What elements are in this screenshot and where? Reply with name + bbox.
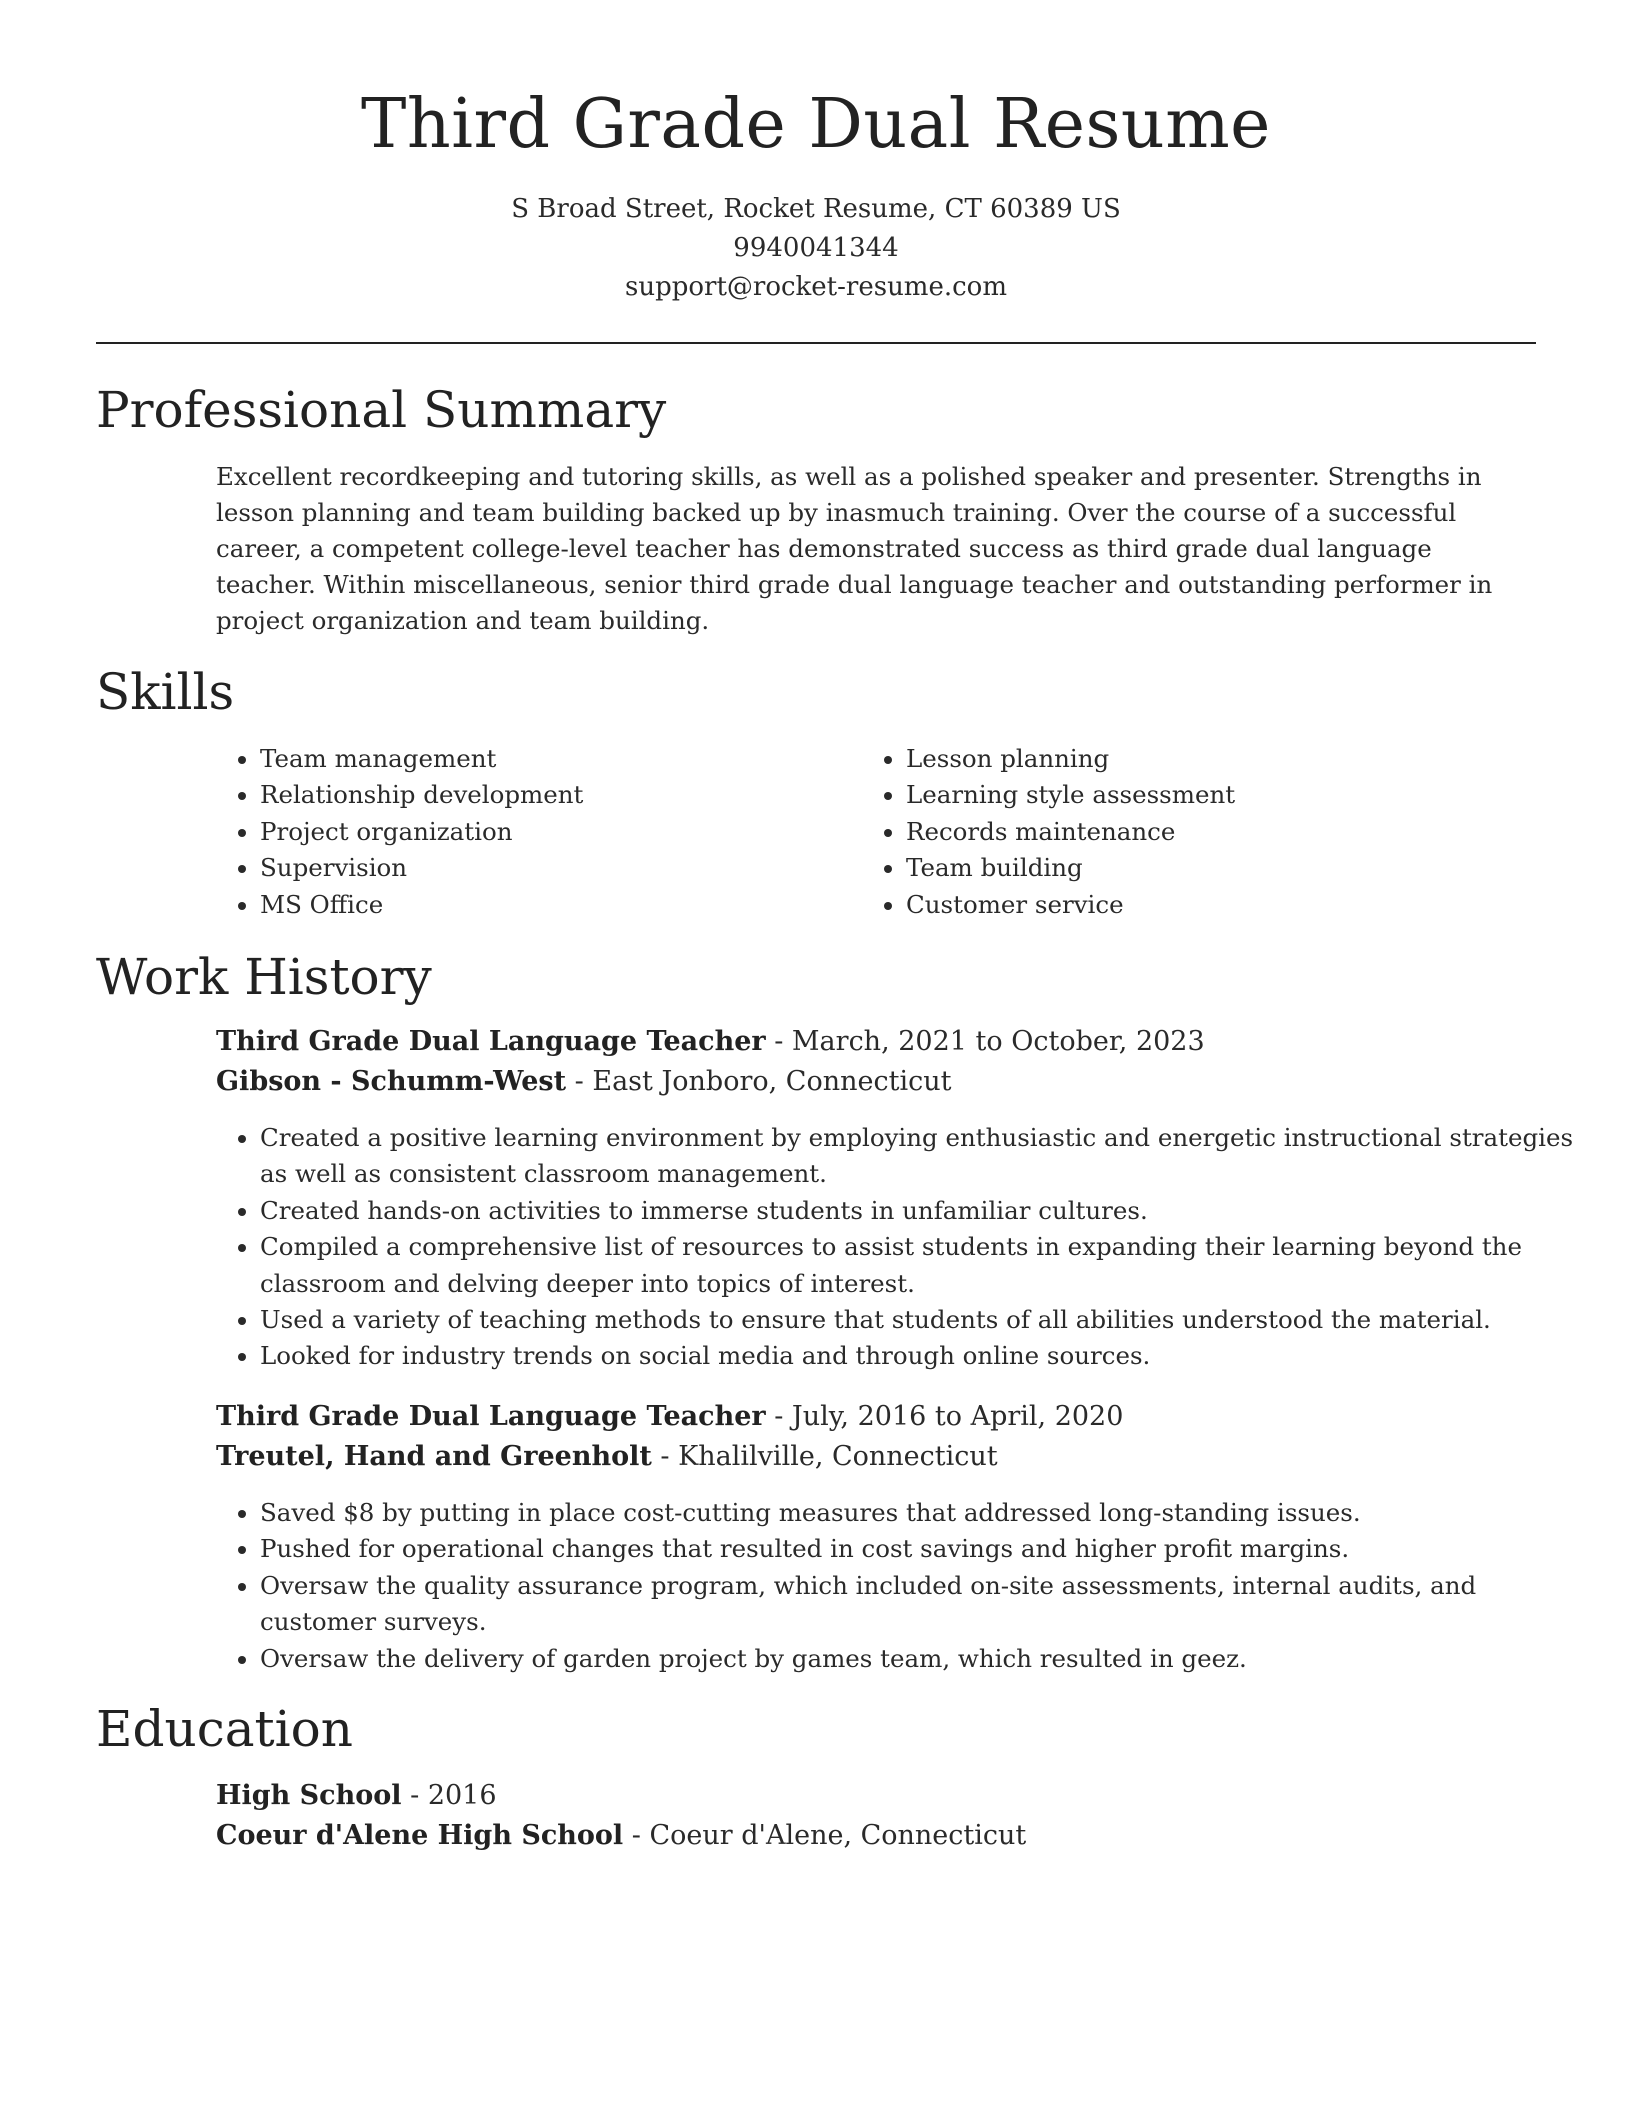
job-1-role: Third Grade Dual Language Teacher — [216, 1026, 766, 1057]
education-location: - Coeur d'Alene, Connecticut — [623, 1820, 1027, 1851]
job-2-location: - Khalilville, Connecticut — [651, 1441, 998, 1472]
skill-item: • Team building — [906, 850, 1556, 886]
contact-phone: 9940041344 — [733, 233, 899, 263]
skill-item: • Relationship development — [260, 777, 860, 813]
skill-item: • MS Office — [260, 887, 860, 923]
contact-address: S Broad Street, Rocket Resume, CT 60389 US — [511, 194, 1121, 224]
job-2-company-line — [216, 1437, 1536, 1477]
skill-item: • Customer service — [906, 887, 1556, 923]
section-title-education: Education — [96, 1700, 353, 1758]
header-divider — [96, 342, 1536, 344]
section-title-skills: Skills — [96, 663, 235, 721]
skill-item: • Supervision — [260, 850, 860, 886]
job-2-title-line — [216, 1397, 1536, 1437]
job-2-role: Third Grade Dual Language Teacher — [216, 1401, 766, 1432]
education-degree: High School — [216, 1780, 402, 1811]
job-bullet: • Oversaw the quality assurance program, which included on-site assessments, internal audits, and customer surveys. — [260, 1568, 1580, 1641]
job-1-header — [216, 1022, 1536, 1102]
summary-text: Excellent recordkeeping and tutoring skills, as well as a polished speaker and presenter. Strengths in lesson planning and team building backed up by inasmuch training. Over the course of a successful career, a competent college-level teacher has demonstrated success as third grade dual language teacher. Within miscellaneous, senior third grade dual language teacher and outstanding performer in project organization and team building. — [216, 462, 1493, 635]
job-2-dates: - July, 2016 to April, 2020 — [765, 1401, 1124, 1432]
education-degree-line — [216, 1776, 1536, 1816]
job-bullet: • Looked for industry trends on social media and through online sources. — [260, 1338, 1580, 1374]
job-bullet: • Created a positive learning environment by employing enthusiastic and energetic instructional strategies as well as consistent classroom management. — [260, 1120, 1580, 1193]
job-1-title-line — [216, 1022, 1536, 1062]
job-bullet: • Saved $8 by putting in place cost-cutting measures that addressed long-standing issues. — [260, 1495, 1580, 1531]
job-2-bullets — [216, 1495, 1580, 1677]
skill-item: • Records maintenance — [906, 814, 1556, 850]
job-1-dates: - March, 2021 to October, 2023 — [765, 1026, 1205, 1057]
education-year: - 2016 — [401, 1780, 497, 1811]
skill-item: • Project organization — [260, 814, 860, 850]
candidate-name: Third Grade Dual Resume — [361, 85, 1271, 164]
job-bullet: • Created hands-on activities to immerse students in unfamiliar cultures. — [260, 1193, 1580, 1229]
education-school: Coeur d'Alene High School — [216, 1820, 624, 1851]
skill-item: • Lesson planning — [906, 741, 1556, 777]
job-1-company: Gibson - Schumm-West — [216, 1066, 567, 1097]
skills-list-right — [862, 741, 1556, 923]
job-1-location: - East Jonboro, Connecticut — [566, 1066, 952, 1097]
job-2-company: Treutel, Hand and Greenholt — [216, 1441, 652, 1472]
education-school-line — [216, 1816, 1536, 1856]
resume-header — [0, 80, 1632, 307]
job-bullet: • Used a variety of teaching methods to ensure that students of all abilities understood the material. — [260, 1302, 1580, 1338]
job-2-header — [216, 1397, 1536, 1477]
job-bullet: • Oversaw the delivery of garden project by games team, which resulted in geez. — [260, 1641, 1580, 1677]
job-bullet: • Pushed for operational changes that resulted in cost savings and higher profit margins. — [260, 1531, 1580, 1567]
section-title-work-history: Work History — [96, 948, 432, 1006]
education-entry — [216, 1776, 1536, 1856]
contact-info — [0, 190, 1632, 307]
skill-item: • Learning style assessment — [906, 777, 1556, 813]
job-bullet: • Compiled a comprehensive list of resources to assist students in expanding their learning beyond the classroom and delving deeper into topics of interest. — [260, 1229, 1580, 1302]
section-title-summary: Professional Summary — [96, 381, 667, 439]
skill-item: • Team management — [260, 741, 860, 777]
job-1-bullets — [216, 1120, 1580, 1375]
contact-email: support@rocket-resume.com — [624, 272, 1007, 302]
skills-list-left — [216, 741, 860, 923]
job-1-company-line — [216, 1062, 1536, 1102]
